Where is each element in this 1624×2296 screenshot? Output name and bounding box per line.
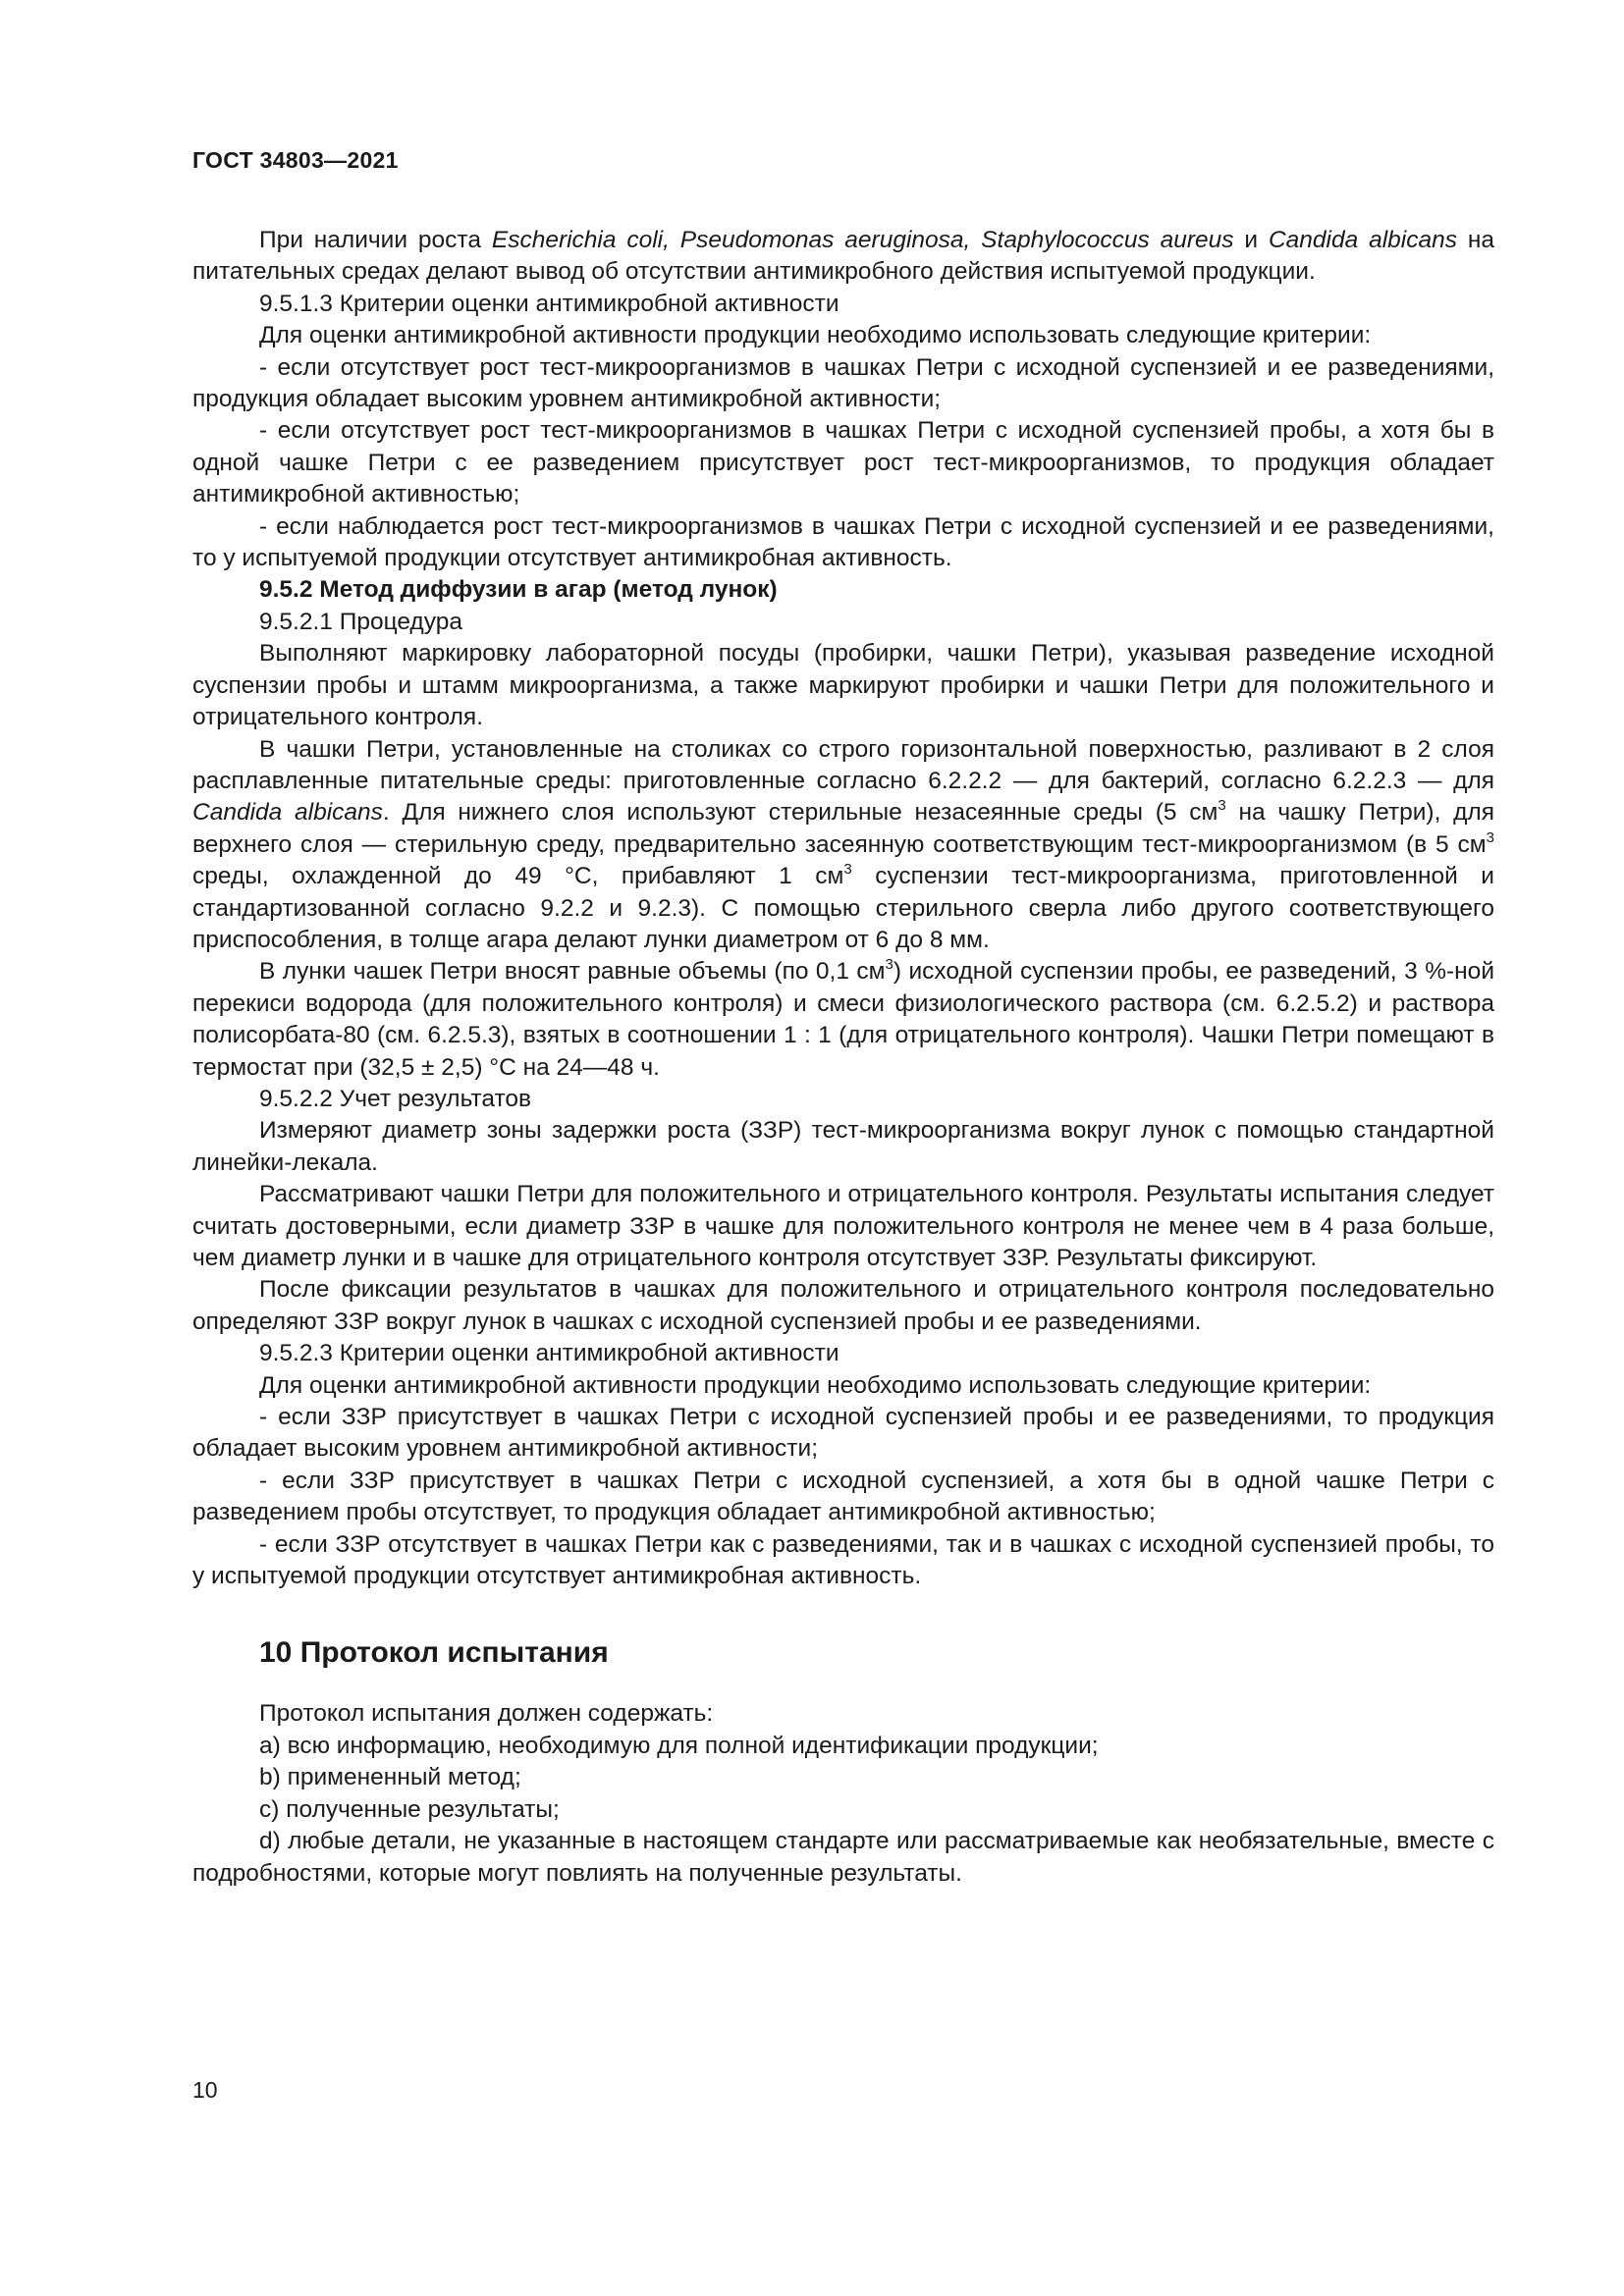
subsection-9-5-2-2-title: 9.5.2.2 Учет результатов — [259, 1085, 532, 1112]
criteria-intro: Для оценки антимикробной активности продукции необходимо использовать следующие критерии: — [259, 322, 1372, 349]
criteria-intro: Для оценки антимикробной активности продукции необходимо использовать следующие критерии: — [259, 1371, 1372, 1399]
paragraph-petri-layers: В чашки Петри, установленные на столиках со строго горизонтальной поверхностью, разливают в 2 слоя расплавленные питательные среды: приготовленные согласно 6.2.2.2 — для бактерий, согласно 6.2.2.3 — для Candida albicans. Для нижнего слоя используют стерильные незасеянные среды (5 $см^3$ на чашку Петри), для верхнего слоя — стерильную среду, предварительно засеянную соответствующим тест-микроорганизмом (в 5 $см^3$ среды, охлажденной до 49 °С, прибавляют 1 $см^3$ суспензии тест-микроорганизма, приготовленной и стандартизованной согласно 9.2.2 и 9.2.3). С помощью стерильного сверла либо другого соответствующего приспособления, в толще агара делают лунки диаметром от 6 до 8 мм. — [192, 735, 1494, 953]
paragraph-growth-conclusion: При наличии роста Escherichia coli, Pseudomonas aeruginosa, Staphylococcus aureus и Candida albicans на питательных средах делают вывод об отсутствии антимикробного действия испытуемой продукции. — [192, 227, 1494, 286]
protocol-item: b) примененный метод; — [259, 1764, 521, 1791]
protocol-item: a) всю информацию, необходимую для полной идентификации продукции; — [259, 1732, 1099, 1759]
criteria-item: - если отсутствует рост тест-микроорганизмов в чашках Петри с исходной суспензией и ее разведениями, продукция обладает высоким уровнем антимикробной активности; — [192, 353, 1494, 413]
criteria-item: - если ЗЗР отсутствует в чашках Петри как с разведениями, так и в чашках с исходной суспензией пробы, то у испытуемой продукции отсутствует антимикробная активность. — [192, 1530, 1494, 1590]
paragraph-labeling: Выполняют маркировку лабораторной посуды (пробирки, чашки Петри), указывая разведение исходной суспензии пробы и штамм микроорганизма, а также маркируют пробирки и чашки Петри для положительного и отрицательного контроля. — [192, 640, 1494, 731]
section-10-heading: 10 Протокол испытания — [259, 1636, 609, 1670]
subsection-9-5-2-3-title: 9.5.2.3 Критерии оценки антимикробной активности — [259, 1340, 839, 1367]
criteria-item: - если отсутствует рост тест-микроорганизмов в чашках Петри с исходной суспензией пробы, а хотя бы в одной чашке Петри с ее разведением присутствует рост тест-микроорганизмов, то продукция обладает антимикробной активностью; — [192, 417, 1494, 508]
subsection-9-5-2-title: 9.5.2 Метод диффузии в агар (метод лунок) — [259, 576, 778, 604]
subsection-9-5-2-1-title: 9.5.2.1 Процедура — [259, 608, 462, 635]
criteria-item: - если ЗЗР присутствует в чашках Петри с исходной суспензией пробы и ее разведениями, то продукция обладает высоким уровнем антимикробной активности; — [192, 1404, 1494, 1463]
paragraph-measure: Измеряют диаметр зоны задержки роста (ЗЗР) тест-микроорганизма вокруг лунок с помощью стандартной линейки-лекала. — [192, 1117, 1494, 1176]
organism-name-candida: Candida albicans — [1268, 227, 1457, 253]
document-body — [192, 225, 1494, 1890]
criteria-item: - если ЗЗР присутствует в чашках Петри с исходной суспензией, а хотя бы в одной чашке Петри с разведением пробы отсутствует, то продукция обладает антимикробной активностью; — [192, 1467, 1494, 1526]
organism-name-candida: Candida albicans — [192, 799, 383, 827]
page-number: 10 — [192, 2077, 218, 2103]
organism-names: Escherichia coli, Pseudomonas aeruginosa, Staphylococcus aureus — [491, 227, 1234, 253]
protocol-item: d) любые детали, не указанные в настоящем стандарте или рассматриваемые как необязательные, вместе с подробностями, которые могут повлиять на полученные результаты. — [192, 1828, 1494, 1887]
document-header: ГОСТ 34803—2021 — [192, 147, 399, 173]
paragraph-controls: Рассматривают чашки Петри для положительного и отрицательного контроля. Результаты испытания следует считать достоверными, если диаметр ЗЗР в чашке для положительного контроля не менее чем в 4 раза больше, чем диаметр лунки и в чашке для отрицательного контроля отсутствует ЗЗР. Результаты фиксируют. — [192, 1181, 1494, 1271]
paragraph-wells: В лунки чашек Петри вносят равные объемы (по 0,1 $см^3$) исходной суспензии пробы, ее разведений, 3 %-ной перекиси водорода (для положительного контроля) и смеси физиологического раствора (см. 6.2.5.2) и раствора полисорбата-80 (см. 6.2.5.3), взятых в соотношении 1 : 1 (для отрицательного контроля). Чашки Петри помещают в термостат при (32,5 ± 2,5) °С на 24—48 ч. — [192, 956, 1494, 1081]
paragraph-fixation: После фиксации результатов в чашках для положительного и отрицательного контроля последовательно определяют ЗЗР вокруг лунок в чашках с исходной суспензией пробы и ее разведениями. — [192, 1276, 1494, 1335]
subsection-9-5-1-3-title: 9.5.1.3 Критерии оценки антимикробной активности — [259, 290, 839, 317]
protocol-item: c) полученные результаты; — [259, 1795, 560, 1823]
criteria-item: - если наблюдается рост тест-микроорганизмов в чашках Петри с исходной суспензией и ее разведениями, то у испытуемой продукции отсутствует антимикробная активность. — [192, 512, 1494, 572]
protocol-intro: Протокол испытания должен содержать: — [259, 1700, 714, 1728]
